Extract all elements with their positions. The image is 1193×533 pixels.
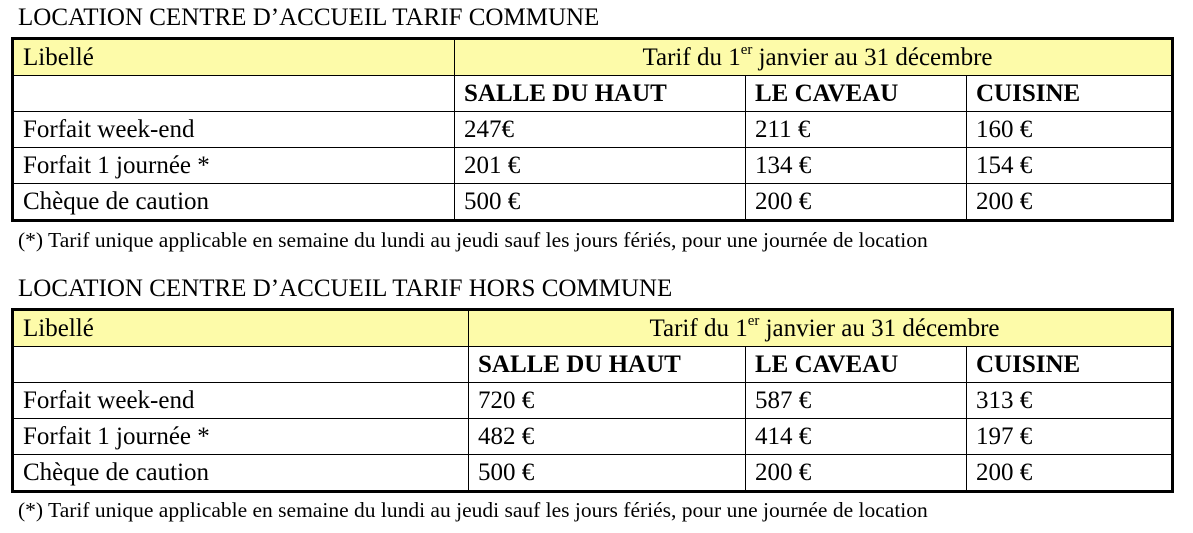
column-header-salle-du-haut: SALLE DU HAUT: [455, 76, 746, 112]
price-cell: 134 €: [746, 148, 967, 184]
column-header-salle-du-haut: SALLE DU HAUT: [469, 347, 746, 383]
price-cell: 154 €: [967, 148, 1173, 184]
column-header-cuisine: CUISINE: [967, 76, 1173, 112]
table-row: [13, 383, 1173, 419]
tarif-table: [11, 308, 1174, 493]
column-header-le-caveau: LE CAVEAU: [746, 347, 967, 383]
footnote: (*) Tarif unique applicable en semaine du lundi au jeudi sauf les jours fériés, pour une journée de location: [18, 498, 928, 522]
price-cell: 587 €: [746, 383, 967, 419]
column-header-cuisine: CUISINE: [967, 347, 1173, 383]
period-header: Tarif du 1er janvier au 31 décembre: [455, 39, 1173, 76]
price-cell: 500 €: [469, 455, 746, 492]
price-cell: 197 €: [967, 419, 1173, 455]
column-header-row: [13, 347, 1173, 383]
price-cell: 200 €: [746, 184, 967, 221]
footnote: (*) Tarif unique applicable en semaine du lundi au jeudi sauf les jours fériés, pour une journée de location: [18, 228, 928, 252]
price-cell: 414 €: [746, 419, 967, 455]
price-cell: 720 €: [469, 383, 746, 419]
price-cell: 160 €: [967, 112, 1173, 148]
price-cell: 200 €: [967, 455, 1173, 492]
price-cell: 482 €: [469, 419, 746, 455]
row-label: Forfait 1 journée *: [13, 148, 455, 184]
empty-cell: [13, 347, 469, 383]
price-cell: 200 €: [967, 184, 1173, 221]
table-header-row: [13, 310, 1173, 347]
column-header-row: [13, 76, 1173, 112]
price-cell: 211 €: [746, 112, 967, 148]
row-label: Chèque de caution: [13, 455, 469, 492]
libelle-header: Libellé: [13, 310, 469, 347]
row-label: Chèque de caution: [13, 184, 455, 221]
section-title: LOCATION CENTRE D’ACCUEIL TARIF COMMUNE: [18, 4, 600, 31]
table-header-row: [13, 39, 1173, 76]
column-header-le-caveau: LE CAVEAU: [746, 76, 967, 112]
price-cell: 200 €: [746, 455, 967, 492]
table-row: [13, 455, 1173, 492]
price-cell: 313 €: [967, 383, 1173, 419]
section-title: LOCATION CENTRE D’ACCUEIL TARIF HORS COMMUNE: [18, 275, 673, 302]
row-label: Forfait 1 journée *: [13, 419, 469, 455]
table-row: [13, 419, 1173, 455]
empty-cell: [13, 76, 455, 112]
price-cell: 500 €: [455, 184, 746, 221]
row-label: Forfait week-end: [13, 383, 469, 419]
table-row: [13, 148, 1173, 184]
libelle-header: Libellé: [13, 39, 455, 76]
price-cell: 247€: [455, 112, 746, 148]
row-label: Forfait week-end: [13, 112, 455, 148]
period-header: Tarif du 1er janvier au 31 décembre: [469, 310, 1173, 347]
price-cell: 201 €: [455, 148, 746, 184]
tarif-table: [11, 37, 1174, 222]
table-row: [13, 112, 1173, 148]
table-row: [13, 184, 1173, 221]
